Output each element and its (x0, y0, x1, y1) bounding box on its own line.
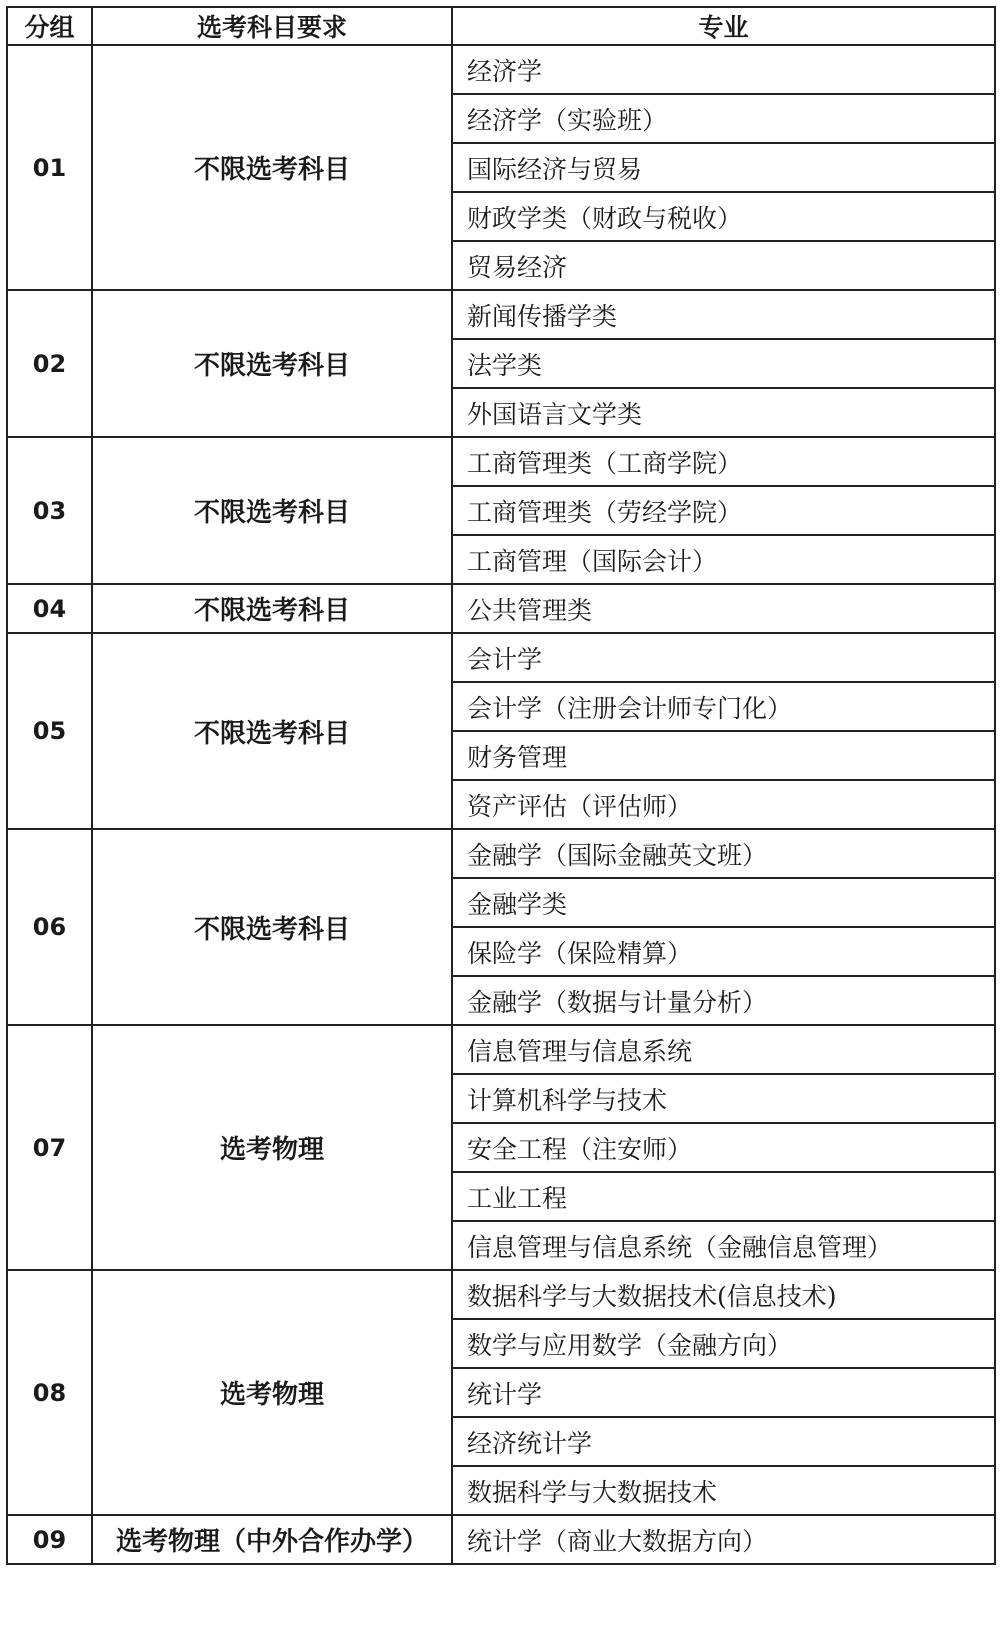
major-cell: 工业工程 (452, 1172, 995, 1221)
table-row (7, 1515, 995, 1564)
major-cell: 会计学（注册会计师专门化） (452, 682, 995, 731)
major-cell: 金融学类 (452, 878, 995, 927)
group-id-cell: 05 (7, 633, 92, 829)
table-row (7, 584, 995, 633)
requirement-cell: 不限选考科目 (92, 45, 452, 290)
requirement-cell: 不限选考科目 (92, 584, 452, 633)
group-id-cell: 02 (7, 290, 92, 437)
major-cell: 公共管理类 (452, 584, 995, 633)
requirement-cell: 选考物理 (92, 1025, 452, 1270)
group-id-cell: 09 (7, 1515, 92, 1564)
major-cell: 安全工程（注安师） (452, 1123, 995, 1172)
table-row (7, 290, 995, 339)
table-row (7, 437, 995, 486)
major-group-table (6, 6, 996, 1565)
major-cell: 财务管理 (452, 731, 995, 780)
major-cell: 国际经济与贸易 (452, 143, 995, 192)
major-cell: 法学类 (452, 339, 995, 388)
header-requirement: 选考科目要求 (92, 7, 452, 45)
table-header-row (7, 7, 995, 45)
header-group: 分组 (7, 7, 92, 45)
major-cell: 财政学类（财政与税收） (452, 192, 995, 241)
major-cell: 数据科学与大数据技术 (452, 1466, 995, 1515)
table-body (7, 45, 995, 1564)
major-cell: 外国语言文学类 (452, 388, 995, 437)
table-row (7, 45, 995, 94)
requirement-cell: 不限选考科目 (92, 633, 452, 829)
major-cell: 数据科学与大数据技术(信息技术) (452, 1270, 995, 1319)
requirement-cell: 不限选考科目 (92, 437, 452, 584)
table-row (7, 1270, 995, 1319)
major-cell: 数学与应用数学（金融方向） (452, 1319, 995, 1368)
major-cell: 贸易经济 (452, 241, 995, 290)
group-id-cell: 06 (7, 829, 92, 1025)
group-id-cell: 08 (7, 1270, 92, 1515)
table-row (7, 1025, 995, 1074)
requirement-cell: 不限选考科目 (92, 290, 452, 437)
major-cell: 新闻传播学类 (452, 290, 995, 339)
major-cell: 金融学（数据与计量分析） (452, 976, 995, 1025)
requirement-cell: 选考物理（中外合作办学） (92, 1515, 452, 1564)
major-cell: 经济学 (452, 45, 995, 94)
requirement-cell: 选考物理 (92, 1270, 452, 1515)
major-cell: 经济学（实验班） (452, 94, 995, 143)
major-cell: 工商管理（国际会计） (452, 535, 995, 584)
major-cell: 资产评估（评估师） (452, 780, 995, 829)
major-cell: 统计学 (452, 1368, 995, 1417)
major-cell: 工商管理类（劳经学院） (452, 486, 995, 535)
major-cell: 信息管理与信息系统 (452, 1025, 995, 1074)
major-cell: 信息管理与信息系统（金融信息管理） (452, 1221, 995, 1270)
header-major: 专业 (452, 7, 995, 45)
major-cell: 工商管理类（工商学院） (452, 437, 995, 486)
group-id-cell: 03 (7, 437, 92, 584)
group-id-cell: 07 (7, 1025, 92, 1270)
major-cell: 计算机科学与技术 (452, 1074, 995, 1123)
document-page (6, 6, 1000, 1565)
major-cell: 会计学 (452, 633, 995, 682)
table-row (7, 633, 995, 682)
major-cell: 金融学（国际金融英文班） (452, 829, 995, 878)
group-id-cell: 04 (7, 584, 92, 633)
table-row (7, 829, 995, 878)
major-cell: 保险学（保险精算） (452, 927, 995, 976)
major-cell: 经济统计学 (452, 1417, 995, 1466)
major-cell: 统计学（商业大数据方向） (452, 1515, 995, 1564)
requirement-cell: 不限选考科目 (92, 829, 452, 1025)
group-id-cell: 01 (7, 45, 92, 290)
